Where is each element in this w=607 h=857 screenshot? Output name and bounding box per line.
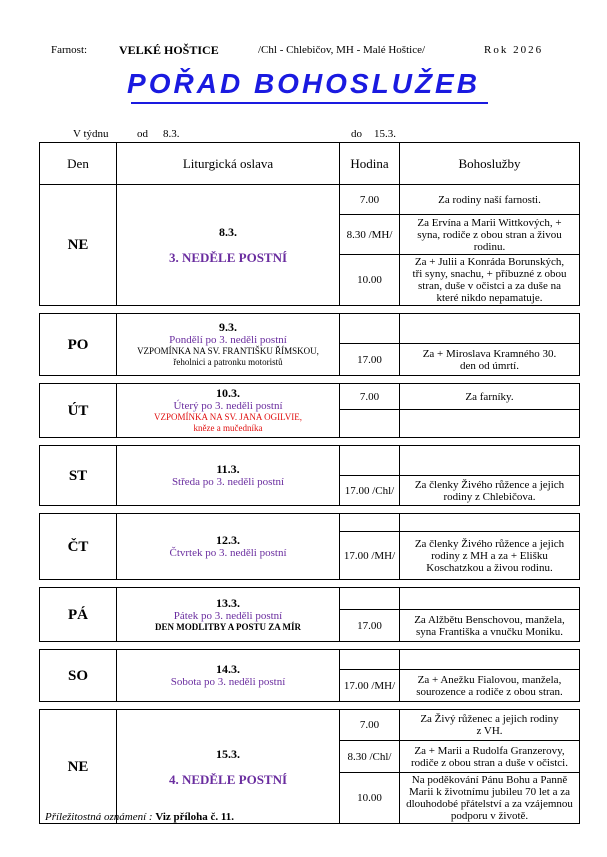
celebration-date: 8.3. <box>219 225 237 239</box>
commemoration-text: VZPOMÍNKA NA SV. JANA OGILVIE, <box>153 412 303 422</box>
table-row <box>40 185 580 215</box>
intention-cell: Za Ervína a Marii Wittkových, + syna, rodiče z obou stran a živou rodinu. <box>400 215 580 255</box>
intention-cell: Za farníky. <box>400 384 580 410</box>
celebration-date: 10.3. <box>216 386 240 400</box>
celebration-cell <box>117 384 340 438</box>
hour-cell <box>340 588 400 610</box>
day-cell: ST <box>40 446 117 506</box>
day-cell: ÚT <box>40 384 117 438</box>
commemoration-text: VZPOMÍNKA NA SV. FRANTIŠKU ŘÍMSKOU, <box>137 346 319 356</box>
hour-cell <box>340 410 400 438</box>
footer-note <box>45 811 234 823</box>
row-gap <box>40 580 580 588</box>
intention-cell <box>400 650 580 670</box>
footer-value: Viz příloha č. 11. <box>155 811 235 823</box>
table-row <box>40 314 580 344</box>
day-cell: PÁ <box>40 588 117 642</box>
intention-cell <box>400 446 580 476</box>
column-header-services: Bohoslužby <box>400 143 580 185</box>
intention-cell: Za Alžbětu Benschovou, manžela, syna Františka a vnučku Moniku. <box>400 610 580 642</box>
celebration-description: Čtvrtek po 3. neděli postní <box>169 547 287 559</box>
intention-cell <box>400 588 580 610</box>
celebration-date: 15.3. <box>216 746 240 761</box>
celebration-date: 11.3. <box>216 462 240 476</box>
row-gap <box>40 702 580 710</box>
row-gap <box>40 376 580 384</box>
celebration-cell <box>117 588 340 642</box>
table-row <box>40 650 580 670</box>
table-header-row <box>40 143 580 185</box>
intention-cell: Na poděkování Pánu Bohu a Panně Marii k životnímu jubileu 70 let a za dlouhodobé přátelství a za vzájemnou podporu v životě. <box>400 773 580 824</box>
intention-cell: Za + Julii a Konráda Borunských, tři syny, snachu, + příbuzné z obou stran, duše v očistci a za duše na které nikdo nepamatuje. <box>400 255 580 306</box>
intention-cell <box>400 314 580 344</box>
hour-cell: 17.00 /Chl/ <box>340 476 400 506</box>
celebration-cell <box>117 185 340 306</box>
hour-cell: 7.00 <box>340 384 400 410</box>
celebration-cell <box>117 514 340 580</box>
table-row <box>40 514 580 532</box>
row-gap <box>40 438 580 446</box>
hour-cell: 8.30 /Chl/ <box>340 741 400 773</box>
celebration-date: 12.3. <box>216 533 240 547</box>
table-row <box>40 446 580 476</box>
row-gap <box>40 506 580 514</box>
celebration-date: 9.3. <box>219 320 237 334</box>
day-cell: NE <box>40 710 117 824</box>
table-row <box>40 710 580 741</box>
feast-name: 3. NEDĚLE POSTNÍ <box>168 250 288 265</box>
intention-cell: Za členky Živého růžence a jejich rodiny z Chlebičova. <box>400 476 580 506</box>
hour-cell: 17.00 <box>340 344 400 376</box>
intention-cell: Za + Anežku Fialovou, manžela, sourozence a rodiče z obou stran. <box>400 670 580 702</box>
celebration-description: Pondělí po 3. neděli postní <box>169 334 287 346</box>
parish-subtitle: /Chl - Chlebičov, MH - Malé Hoštice/ <box>258 44 426 56</box>
celebration-description: Sobota po 3. neděli postní <box>170 676 286 688</box>
year-label: Rok 2026 <box>484 44 544 56</box>
celebration-cell <box>117 710 340 824</box>
day-cell: NE <box>40 185 117 306</box>
week-from-date: 8.3. <box>163 128 180 140</box>
celebration-date: 14.3. <box>216 662 240 676</box>
hour-cell <box>340 446 400 476</box>
week-label: V týdnu <box>73 128 109 140</box>
hour-cell: 17.00 <box>340 610 400 642</box>
parish-name: VELKÉ HOŠTICE <box>119 43 219 57</box>
title-underline <box>131 102 488 104</box>
celebration-description: Pátek po 3. neděli postní <box>173 609 283 622</box>
celebration-description: Středa po 3. neděli postní <box>171 476 285 488</box>
celebration-description: Úterý po 3. neděli postní <box>173 400 283 412</box>
hour-cell: 7.00 <box>340 185 400 215</box>
celebration-date: 13.3. <box>216 595 240 610</box>
hour-cell: 17.00 /MH/ <box>340 670 400 702</box>
hour-cell: 7.00 <box>340 710 400 741</box>
commemoration-text: DEN MODLITBY A POSTU ZA MÍR <box>155 621 301 632</box>
row-gap <box>40 642 580 650</box>
hour-cell <box>340 650 400 670</box>
column-header-celebration: Liturgická oslava <box>117 143 340 185</box>
week-to-date: 15.3. <box>374 128 396 140</box>
celebration-cell <box>117 314 340 376</box>
hour-cell <box>340 314 400 344</box>
parish-label: Farnost: <box>51 44 88 56</box>
footer-label: Příležitostná oznámení : <box>45 811 153 823</box>
hour-cell: 17.00 /MH/ <box>340 532 400 580</box>
commemoration-subtext: kněze a mučedníka <box>193 423 263 433</box>
week-to-label: do <box>351 128 362 140</box>
column-header-day: Den <box>40 143 117 185</box>
intention-cell <box>400 514 580 532</box>
intention-cell: Za + Miroslava Kramného 30. den od úmrtí. <box>400 344 580 376</box>
hour-cell <box>340 514 400 532</box>
celebration-cell <box>117 650 340 702</box>
column-header-hour: Hodina <box>340 143 400 185</box>
intention-cell <box>400 410 580 438</box>
day-cell: ČT <box>40 514 117 580</box>
schedule-table <box>39 142 580 824</box>
week-from-label: od <box>137 128 148 140</box>
table-row <box>40 384 580 410</box>
hour-cell: 8.30 /MH/ <box>340 215 400 255</box>
day-cell: SO <box>40 650 117 702</box>
hour-cell: 10.00 <box>340 255 400 306</box>
intention-cell: Za členky Živého růžence a jejich rodiny z MH a za + Elišku Koschatzkou a živou rodinu. <box>400 532 580 580</box>
intention-cell: Za rodiny naší farnosti. <box>400 185 580 215</box>
celebration-cell <box>117 446 340 506</box>
page-title: POŘAD BOHOSLUŽEB <box>127 68 480 99</box>
hour-cell: 10.00 <box>340 773 400 824</box>
intention-cell: Za Živý růženec a jejich rodiny z VH. <box>400 710 580 741</box>
feast-name: 4. NEDĚLE POSTNÍ <box>168 771 288 787</box>
table-row <box>40 588 580 610</box>
row-gap <box>40 306 580 314</box>
day-cell: PO <box>40 314 117 376</box>
intention-cell: Za + Marii a Rudolfa Granzerovy, rodiče z obou stran a duše v očistci. <box>400 741 580 773</box>
commemoration-subtext: řeholnici a patronku motoristů <box>173 357 283 367</box>
